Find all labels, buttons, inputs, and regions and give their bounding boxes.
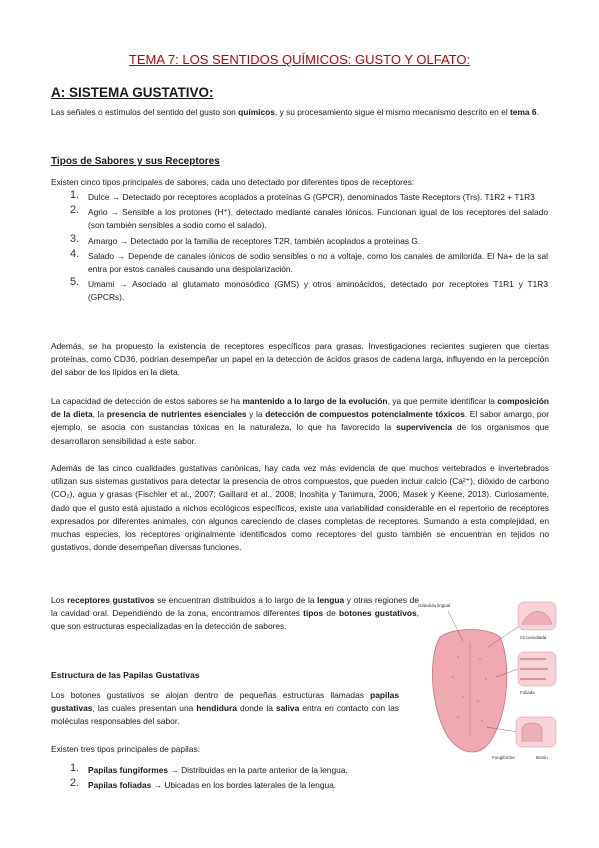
papilla-inset-circunvalada [518, 602, 556, 630]
tres-tipos-text: Existen tres tipos principales de papilas: [51, 744, 200, 754]
section-heading-a: A: SISTEMA GUSTATIVO: [51, 85, 214, 100]
papilla-inset-foliada [518, 652, 556, 686]
intro-paragraph: Las señales o estímulos del sentido del gusto son químicos, y su procesamiento sigue el mismo mecanismo descrito en el tema 6. [51, 107, 539, 117]
list-item: 5. Umami → Asociado al glutamato monosódico (GMS) y otros aminoácidos, detectado por receptores T1R1 y T1R3 (GPCRs). [70, 276, 548, 303]
figure-label-glandula: Glándula lingual [418, 603, 451, 608]
botones-paragraph: Los botones gustativos se alojan dentro de pequeñas estructuras llamadas papilas gustativas, las cuales presentan una hendidura donde la saliva entra en contacto con las moléculas responsables del sabor. [51, 690, 399, 727]
list-item: 1. Papilas fungiformes → Distribuidas en la parte anterior de la lengua. [70, 762, 348, 775]
figure-label-circunvalada: Circunvalada [520, 635, 547, 640]
list-item: 1. Dulce → Detectado por receptores acoplados a proteínas G (GPCR), denominados Taste Receptors (Trs). T1R2 + T1R3 [70, 189, 535, 202]
figure-label-foliada: Foliada [520, 690, 535, 695]
figure-label-boton: Botón [536, 755, 548, 760]
sabores-list [70, 191, 548, 307]
grasas-paragraph: Además, se ha propuesto la existencia de receptores específicos para grasas. Investigaciones recientes sugieren que ciertas proteínas, como CD36, podrían desempeñar un papel en la detección de ácidos grasos de cadena larga, influyendo en la percepción del sabor de los lípidos en la dieta. [51, 341, 549, 378]
tongue-illustration [432, 630, 506, 753]
receptores-paragraph: Los receptores gustativos se encuentran distribuidos a lo largo de la lengua y otras regiones de la cavidad oral. Dependiendo de la zona, encontramos diferentes tipos de botones gustativos, que son estructuras especializadas en la detección de sabores. [51, 595, 419, 632]
list-item: 2. Agrio → Sensible a los protones (H⁺), detectado mediante canales iónicos. Funcionan igual de los receptores del salado (son también sensibles a sodio como el salado). [70, 204, 548, 231]
evolucion-paragraph: La capacidad de detección de estos sabores se ha mantenido a lo largo de la evolución, ya que permite identificar la composición de la dieta, la presencia de nutrientes esenciales y la detección de compuestos potencialmente tóxicos. El sabor amargo, por ejemplo, se asocia con sustancias tóxicas en la naturaleza, lo que ha favorecido la supervivencia de los organismos que desarrollaron sensibilidad a este sabor. [51, 396, 549, 446]
list-item: 3. Amargo → Detectado por la familia de receptores T2R, también acoplados a proteínas G. [70, 232, 421, 246]
heading-tipos-sabores: Tipos de Sabores y sus Receptores [51, 156, 220, 167]
list-item: 2. Papilas foliadas → Ubicadas en los bordes laterales de la lengua. [70, 777, 337, 791]
papilas-list [70, 764, 548, 794]
papilla-inset-fungiforme [516, 717, 556, 747]
heading-estructura-papilas: Estructura de las Papilas Gustativas [51, 670, 200, 680]
figure-label-fungiforme: Fungiforme [492, 755, 515, 760]
canonicas-paragraph: Además de las cinco cualidades gustativas canónicas, hay cada vez más evidencia de que muchos vertebrados e invertebrados utilizan sus sistemas gustativos para detectar la presencia de otros compuestos, que pueden incluir calcio (Ca²⁺), dióxido de carbono (CO₂), agua y grasas (Fischler et al., 2007; Gaillard et al., 2008; Inoshita y Tanimura, 2006; Masek y Keene, 2013). Curiosamente, dado que el gusto está ajustado a nichos ecológicos específicos, existe una variabilidad considerable en el repertorio de receptores expresados por diferentes animales, con algunos careciendo de clases completas de receptores. Sumando a esta complejidad, en muchas especies, los receptores originalmente identificados como receptores del gusto también se encuentran en tejidos no gustativos, donde desempeñan diversas funciones. [51, 463, 549, 553]
tongue-papillae-figure [418, 597, 558, 765]
page-title: TEMA 7: LOS SENTIDOS QUÍMICOS: GUSTO Y OLFATO: [128, 52, 471, 67]
list-item: 4. Salado → Depende de canales iónicos de sodio sensibles o no a voltaje, como los canales de amilorida. El Na+ de la sal entra por estos canales causando una despolarización. [70, 247, 548, 275]
tipos-intro: Existen cinco tipos principales de sabores, cada uno detectado por diferentes tipos de receptores: [51, 177, 415, 187]
